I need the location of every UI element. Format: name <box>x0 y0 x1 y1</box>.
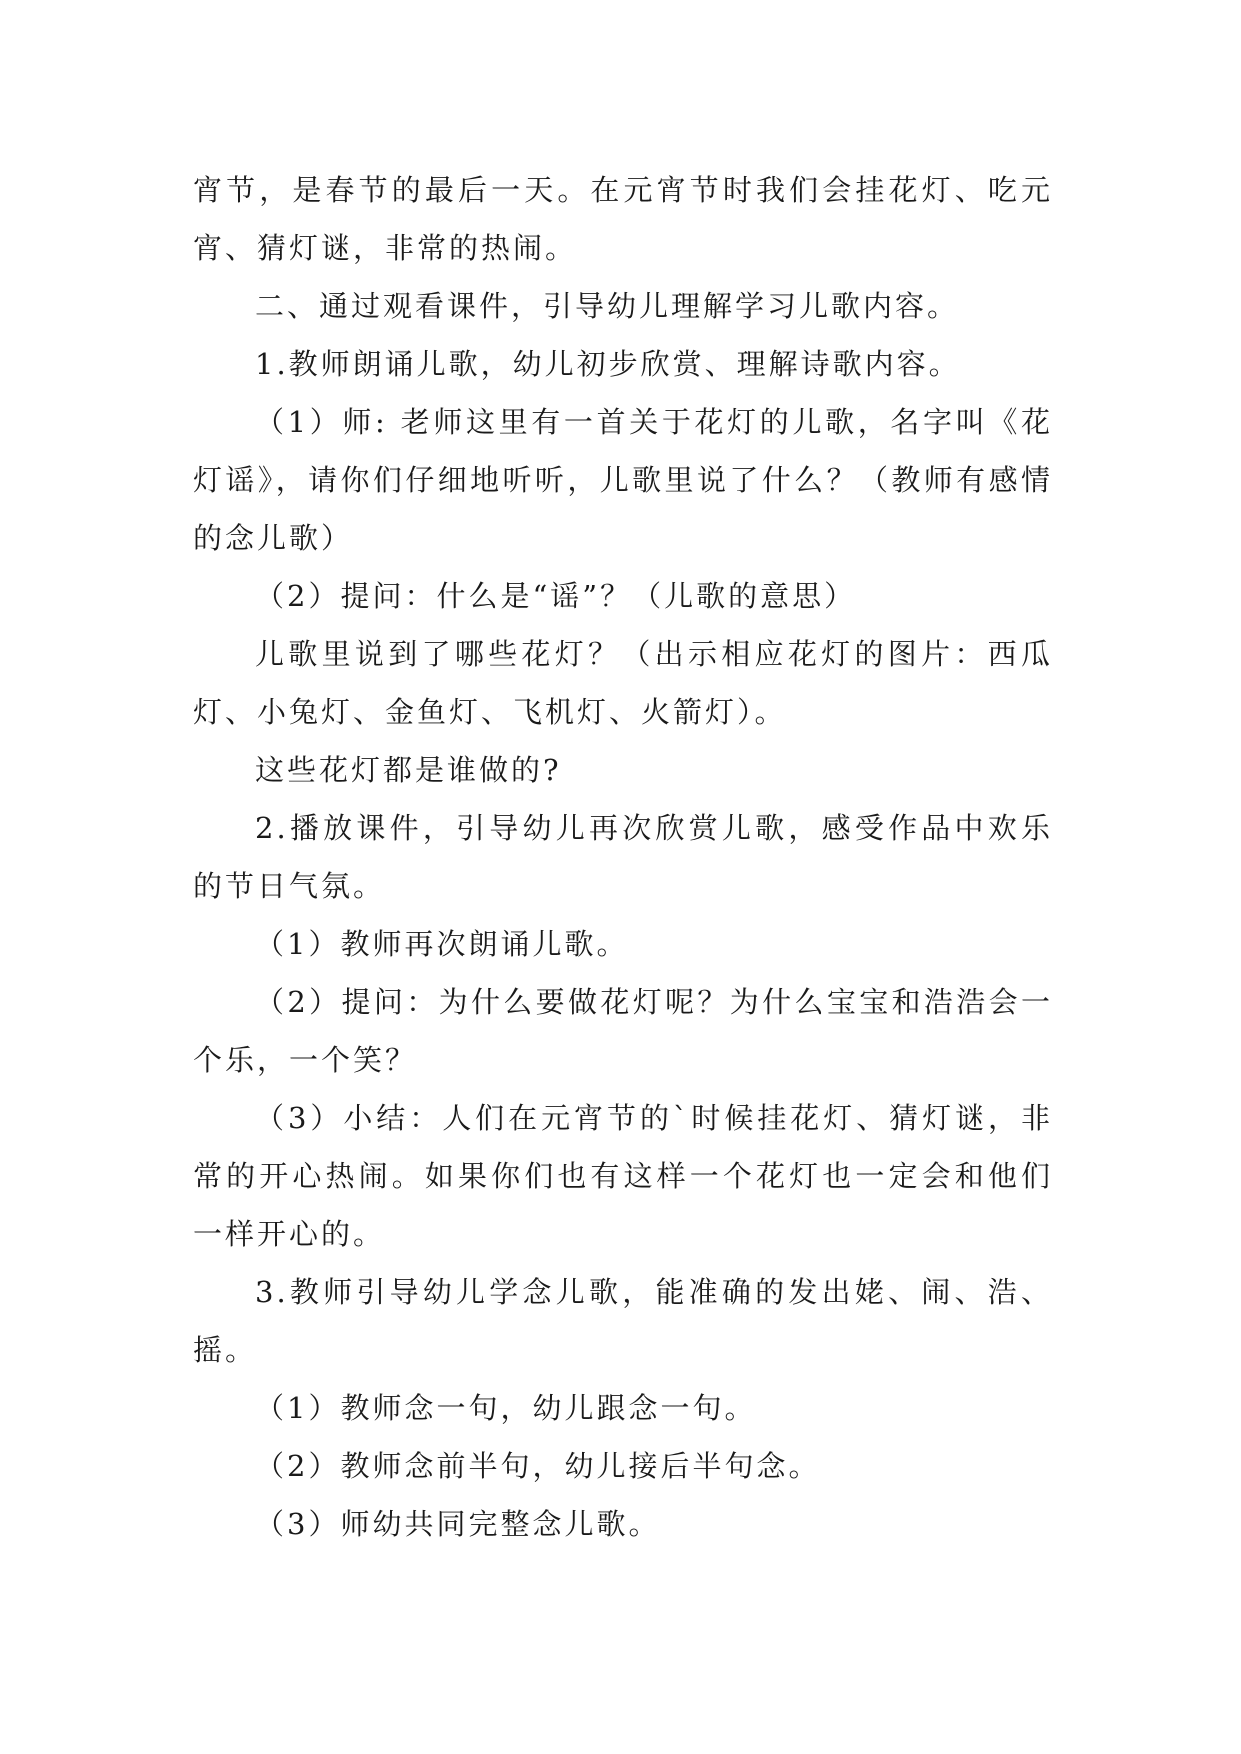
sub-step: （3）师幼共同完整念儿歌。 <box>255 1507 661 1541</box>
step-heading: 1.教师朗诵儿歌，幼儿初步欣赏、理解诗歌内容。 <box>255 347 961 381</box>
sub-step: （2）提问：为什么要做花灯呢？为什么宝宝和浩浩会一个乐，一个笑？ <box>193 985 1053 1077</box>
step-heading: 3.教师引导幼儿学念儿歌，能准确的发出姥、闹、浩、摇。 <box>193 1275 1053 1367</box>
paragraph: 儿歌里说到了哪些花灯？（出示相应花灯的图片：西瓜灯、小兔灯、金鱼灯、飞机灯、火箭灯）。 <box>193 637 1053 729</box>
document-body <box>193 161 1053 1553</box>
sub-step: （2）教师念前半句，幼儿接后半句念。 <box>255 1449 821 1483</box>
sub-step: （2）提问：什么是“谣”？（儿歌的意思） <box>255 579 857 613</box>
step-heading: 2.播放课件，引导幼儿再次欣赏儿歌，感受作品中欢乐的节日气氛。 <box>193 811 1053 903</box>
sub-step: （1）教师念一句，幼儿跟念一句。 <box>255 1391 757 1425</box>
paragraph: 这些花灯都是谁做的? <box>255 753 562 787</box>
section-heading: 二、通过观看课件，引导幼儿理解学习儿歌内容。 <box>255 289 960 323</box>
sub-step: （1）教师再次朗诵儿歌。 <box>255 927 629 961</box>
sub-step: （3）小结：人们在元宵节的`时候挂花灯、猜灯谜，非常的开心热闹。如果你们也有这样一个花灯也一定会和他们一样开心的。 <box>193 1101 1053 1251</box>
paragraph-continuation: 宵节，是春节的最后一天。在元宵节时我们会挂花灯、吃元宵、猜灯谜，非常的热闹。 <box>193 173 1053 265</box>
sub-step: （1）师: 老师这里有一首关于花灯的儿歌，名字叫《花灯谣》，请你们仔细地听听，儿歌里说了什么？（教师有感情的念儿歌） <box>193 405 1053 555</box>
